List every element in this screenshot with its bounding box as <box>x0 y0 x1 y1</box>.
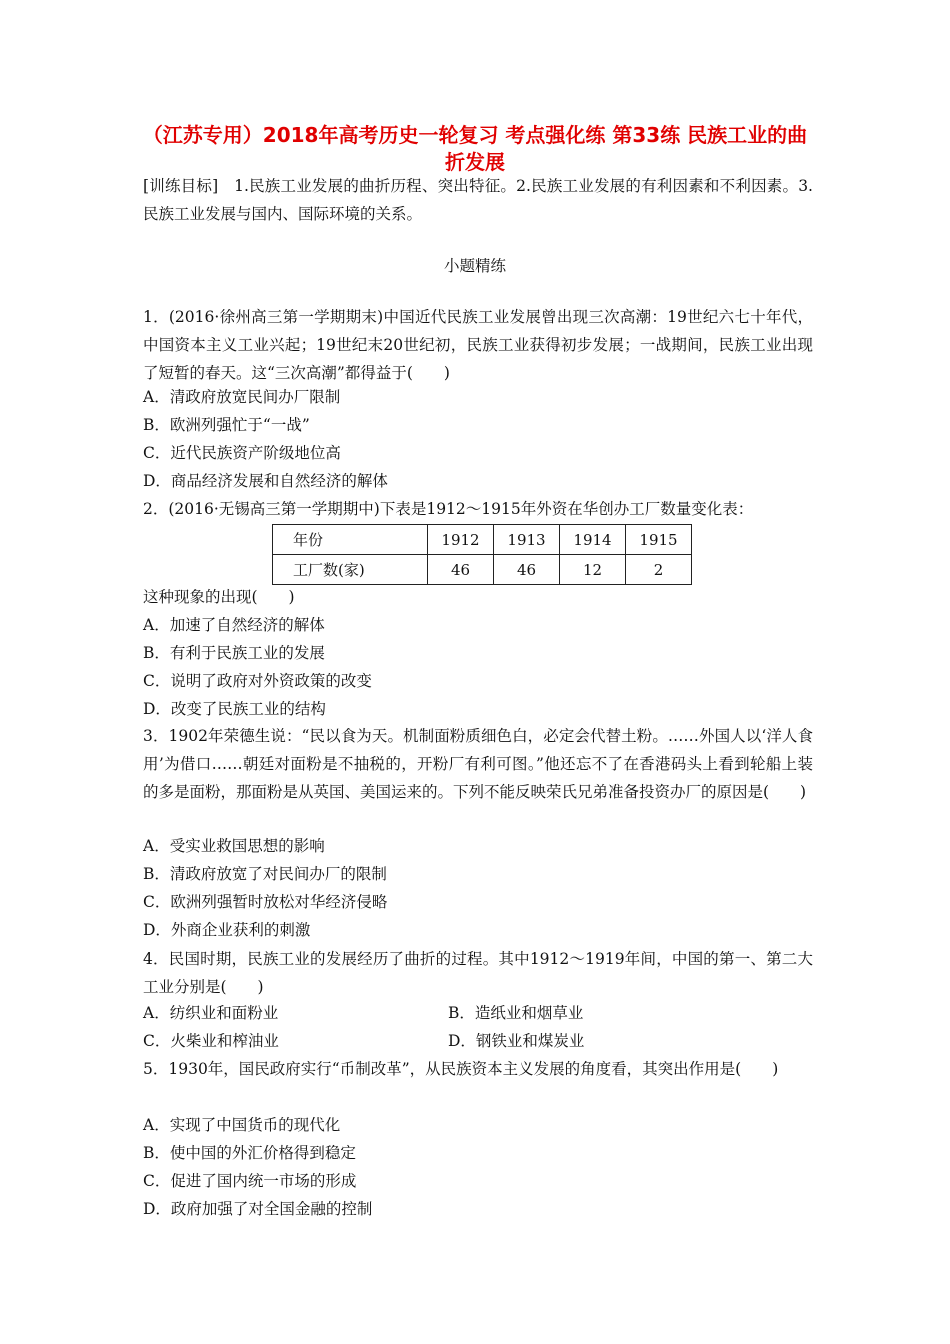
document-title: （江苏专用）2018年高考历史一轮复习 考点强化练 第33练 民族工业的曲折发展 <box>142 123 808 174</box>
training-target-text: 1.民族工业发展的曲折历程、突出特征。2.民族工业发展的有利因素和不利因素。3.民族工业发展与国内、国际环境的关系。 <box>143 177 813 223</box>
q3-stem: 3．1902年荣德生说：“民以食为天。机制面粉质细色白，必定会代替土粉。……外国人以‘洋人食用’为借口……朝廷对面粉是不抽税的，开粉厂有利可图。”他还忘不了在香港码头上看到轮船上装的多是面粉，那面粉是从英国、美国运来的。下列不能反映荣氏兄弟准备投资办厂的原因是( ) <box>143 727 813 801</box>
q4-option-c: C．火柴业和榨油业 <box>143 1032 279 1050</box>
q1-stem: 1．(2016·徐州高三第一学期期末)中国近代民族工业发展曾出现三次高潮：19世纪六七十年代，中国资本主义工业兴起；19世纪末20世纪初，民族工业获得初步发展；一战期间，民族工业出现了短暂的春天。这“三次高潮”都得益于( ) <box>143 308 813 382</box>
q1-option-a: A．清政府放宽民间办厂限制 <box>143 388 341 406</box>
table-cell: 46 <box>428 555 494 585</box>
q3-option-c: C．欧洲列强暂时放松对华经济侵略 <box>143 893 388 911</box>
q5-option-b: B．使中国的外汇价格得到稳定 <box>143 1144 356 1162</box>
q1-option-b: B．欧洲列强忙于“一战” <box>143 416 310 434</box>
q2-option-a: A．加速了自然经济的解体 <box>143 616 325 634</box>
q5-option-a: A．实现了中国货币的现代化 <box>143 1116 341 1134</box>
q2-option-b: B．有利于民族工业的发展 <box>143 644 325 662</box>
table-header-row <box>273 525 692 555</box>
q5-option-d: D．政府加强了对全国金融的控制 <box>143 1200 373 1218</box>
q5-option-c: C．促进了国内统一市场的形成 <box>143 1172 357 1190</box>
q1-option-d: D．商品经济发展和自然经济的解体 <box>143 472 388 490</box>
table-row <box>273 555 692 585</box>
q1-option-c: C．近代民族资产阶级地位高 <box>143 444 341 462</box>
q3-option-a: A．受实业救国思想的影响 <box>143 837 325 855</box>
q4-stem: 4．民国时期，民族工业的发展经历了曲折的过程。其中1912～1919年间，中国的第一、第二大工业分别是( ) <box>143 950 813 996</box>
table-cell: 1915 <box>626 525 692 555</box>
q3-option-b: B．清政府放宽了对民间办厂的限制 <box>143 865 387 883</box>
q5-stem: 5．1930年，国民政府实行“币制改革”，从民族资本主义发展的角度看，其突出作用是( ) <box>143 1060 779 1078</box>
section-title: 小题精练 <box>443 257 506 275</box>
q4-option-b: B．造纸业和烟草业 <box>448 1004 584 1022</box>
training-target-label: [训练目标] <box>143 177 219 195</box>
table-cell: 46 <box>494 555 560 585</box>
training-target <box>143 172 813 228</box>
q2-option-d: D．改变了民族工业的结构 <box>143 700 326 718</box>
q3-option-d: D．外商企业获利的刺激 <box>143 921 311 939</box>
table-cell: 工厂数(家) <box>273 555 428 585</box>
q4-option-d: D．钢铁业和煤炭业 <box>448 1032 585 1050</box>
table-cell: 1912 <box>428 525 494 555</box>
table-cell: 1914 <box>560 525 626 555</box>
table-cell: 12 <box>560 555 626 585</box>
factory-count-table <box>272 524 692 585</box>
table-cell: 年份 <box>273 525 428 555</box>
q2-option-c: C．说明了政府对外资政策的改变 <box>143 672 372 690</box>
q4-option-a: A．纺织业和面粉业 <box>143 1004 279 1022</box>
table-cell: 1913 <box>494 525 560 555</box>
q2-stem: 2．(2016·无锡高三第一学期期中)下表是1912～1915年外资在华创办工厂数量变化表： <box>143 500 754 518</box>
table-cell: 2 <box>626 555 692 585</box>
q2-after: 这种现象的出现( ) <box>143 588 295 606</box>
